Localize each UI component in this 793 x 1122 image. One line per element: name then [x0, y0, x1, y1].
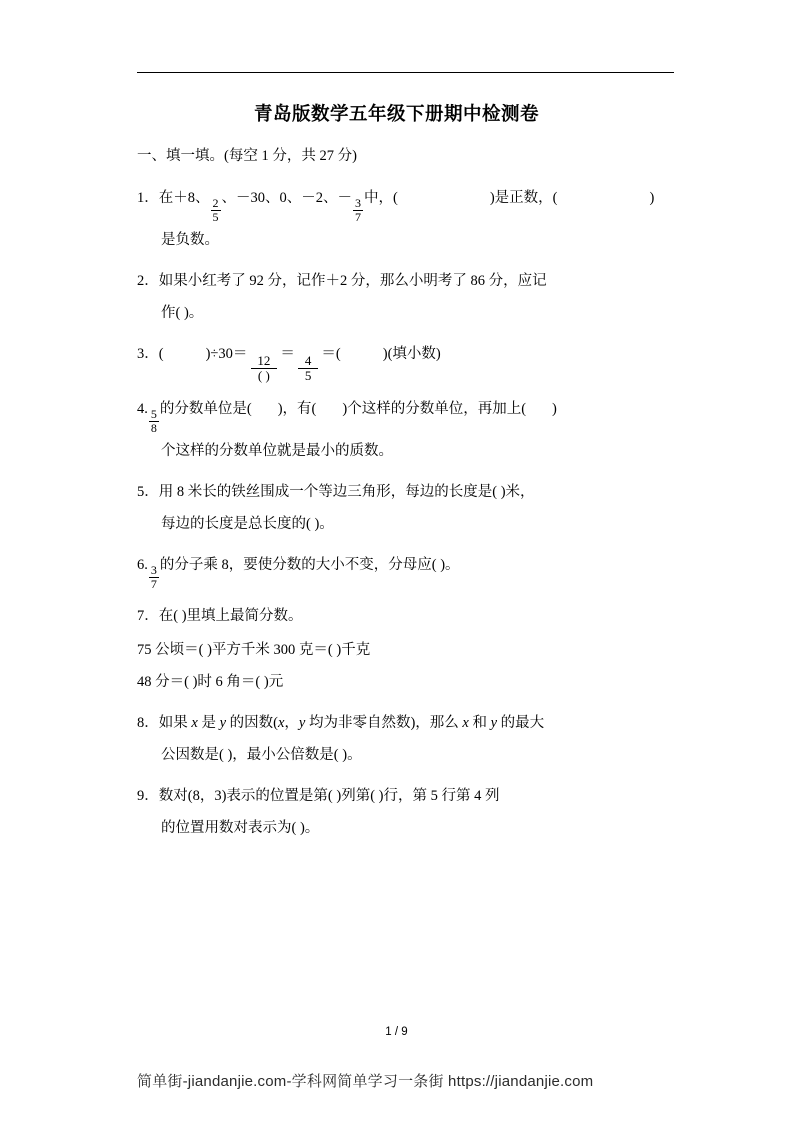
q4-pre: 4. [137, 400, 148, 417]
section-heading-1: 一、填一填。(每空 1 分，共 27 分) [137, 148, 357, 164]
q4-t4: ) [552, 400, 557, 417]
q1-lead: 1．在＋8、 [137, 189, 210, 206]
question-1 [137, 182, 677, 256]
question-6 [137, 549, 677, 591]
question-5 [137, 476, 677, 540]
var-y-2: y [298, 715, 306, 732]
question-4 [137, 393, 677, 467]
q1-line2: 是负数。 [161, 232, 219, 249]
q5-line1: 5．用 8 米长的铁丝围成一个等边三角形，每边的长度是( )米， [137, 483, 535, 500]
q1-tail: 中，( [364, 189, 398, 206]
q7-row2-col1: 48 分＝( )时 [137, 674, 212, 691]
exam-content [137, 146, 677, 853]
var-x: x [191, 715, 198, 732]
q9-line2: 的位置用数对表示为( )。 [161, 820, 320, 837]
q9-line1: 9．数对(8，3)表示的位置是第( )列第( )行，第 5 行第 4 列 [137, 788, 500, 805]
question-8 [137, 707, 677, 771]
question-3 [137, 338, 677, 384]
fraction-12-blank: $\frac{12}{( )}$ [250, 354, 277, 384]
q7-row1-col1: 75 公顷＝( )平方千米 [137, 642, 270, 659]
q4-t1: 的分数单位是( [159, 400, 252, 417]
var-x-2: x [277, 715, 285, 732]
q8-g: 的最大 [497, 715, 545, 732]
q6-t1: 的分子乘 8，要使分数的大小不变，分母应( )。 [159, 556, 460, 573]
header-divider [137, 72, 674, 73]
q8-a: 8．如果 [137, 715, 192, 732]
q8-d: ， [284, 715, 299, 732]
q3-tail: )(填小数) [382, 346, 441, 363]
fraction-4-5: $\frac{4}{5}$ [298, 354, 319, 384]
q3-pre: 3．( [137, 346, 164, 363]
fraction-3-7: $\frac{3}{7}$ [355, 196, 361, 225]
q7-row1-col2: 300 克＝( )千克 [273, 642, 371, 659]
q2-line1: 2．如果小红考了 92 分，记作＋2 分，那么小明考了 86 分，应记 [137, 273, 547, 290]
var-y-3: y [490, 715, 498, 732]
q6-pre: 6. [137, 556, 148, 573]
fraction-2-5: $\frac{2}{5}$ [212, 196, 219, 225]
q8-f: 和 [468, 715, 491, 732]
q8-line2: 公因数是( )，最小公倍数是( )。 [161, 747, 362, 764]
q7-row2-col2: 6 角＝( )元 [215, 674, 284, 691]
q8-b: 是 [197, 715, 220, 732]
q1-after-2: ) [649, 189, 655, 206]
var-y: y [219, 715, 226, 732]
q2-line2: 作( )。 [161, 305, 204, 322]
q4-line2: 个这样的分数单位就是最小的质数。 [161, 442, 393, 459]
q1-after-1: )是正数，( [489, 189, 558, 206]
question-7 [137, 600, 677, 698]
q4-t3: )个这样的分数单位，再加上( [342, 400, 527, 417]
page-number: 1 / 9 [385, 1026, 408, 1038]
question-2 [137, 265, 677, 329]
var-x-3: x [462, 715, 469, 732]
q3-mid2: ＝( [321, 346, 341, 363]
page-title: 青岛版数学五年级下册期中检测卷 [253, 103, 539, 124]
q3-mid1: )÷30＝ [205, 346, 248, 363]
question-9 [137, 780, 677, 844]
fraction-5-8: $\frac{5}{8}$ [150, 407, 157, 435]
footer-watermark: 简单街-jiandanjie.com-学科网简单学习一条街 https://jiandanjie.com [137, 1073, 594, 1090]
q8-e: 均为非零自然数)，那么 [305, 715, 463, 732]
q7-line1: 7．在( )里填上最简分数。 [137, 608, 303, 625]
q5-line2: 每边的长度是总长度的( )。 [161, 515, 334, 532]
q4-t2: )，有( [277, 400, 317, 417]
q8-c: 的因数( [226, 715, 278, 732]
q1-mid: 、－30、0、－2、－ [221, 189, 352, 206]
fraction-3-7-b: $\frac{3}{7}$ [150, 563, 157, 592]
q3-eq: ＝ [280, 346, 295, 363]
